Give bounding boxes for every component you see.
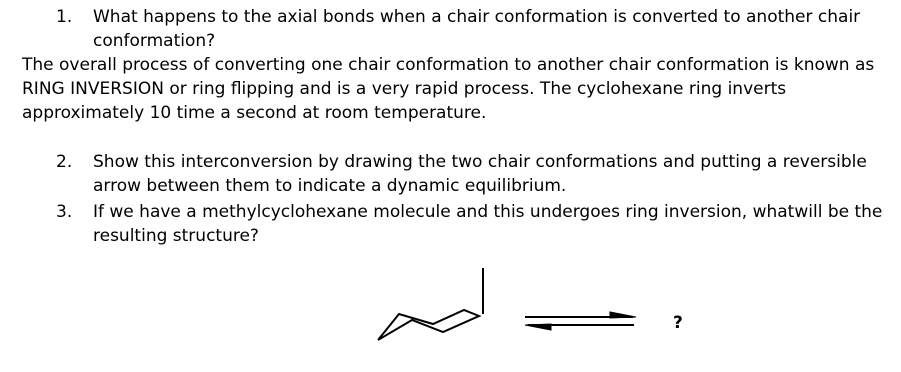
question-text: If we have a methylcyclohexane molecule and this undergoes ring inversion, whatwill be the resulting structure? <box>93 202 883 246</box>
chair-ring <box>378 310 479 340</box>
question-text: What happens to the axial bonds when a chair conformation is converted to another chair conformation? <box>93 7 861 51</box>
question-number: 2. <box>56 152 73 172</box>
question-text: Show this interconversion by drawing the two chair conformations and putting a reversible arrow between them to indicate a dynamic equilibrium. <box>93 152 867 196</box>
product-unknown-label: ? <box>673 313 683 333</box>
question-number: 3. <box>56 202 73 222</box>
question-number: 1. <box>56 7 73 27</box>
ring-inversion-figure <box>370 262 710 352</box>
equilibrium-arrows <box>525 312 636 330</box>
methylcyclohexane-chair <box>378 268 483 340</box>
answer-paragraph: The overall process of converting one chair conformation to another chair conformation is known as RING INVERSION or ring flipping and is a very rapid process. The cyclohexane ring inverts approximately 10 time a second at room temperature. <box>22 55 875 123</box>
forward-arrow-head <box>610 312 636 318</box>
reaction-svg <box>370 262 710 352</box>
reverse-arrow-head <box>525 324 551 330</box>
